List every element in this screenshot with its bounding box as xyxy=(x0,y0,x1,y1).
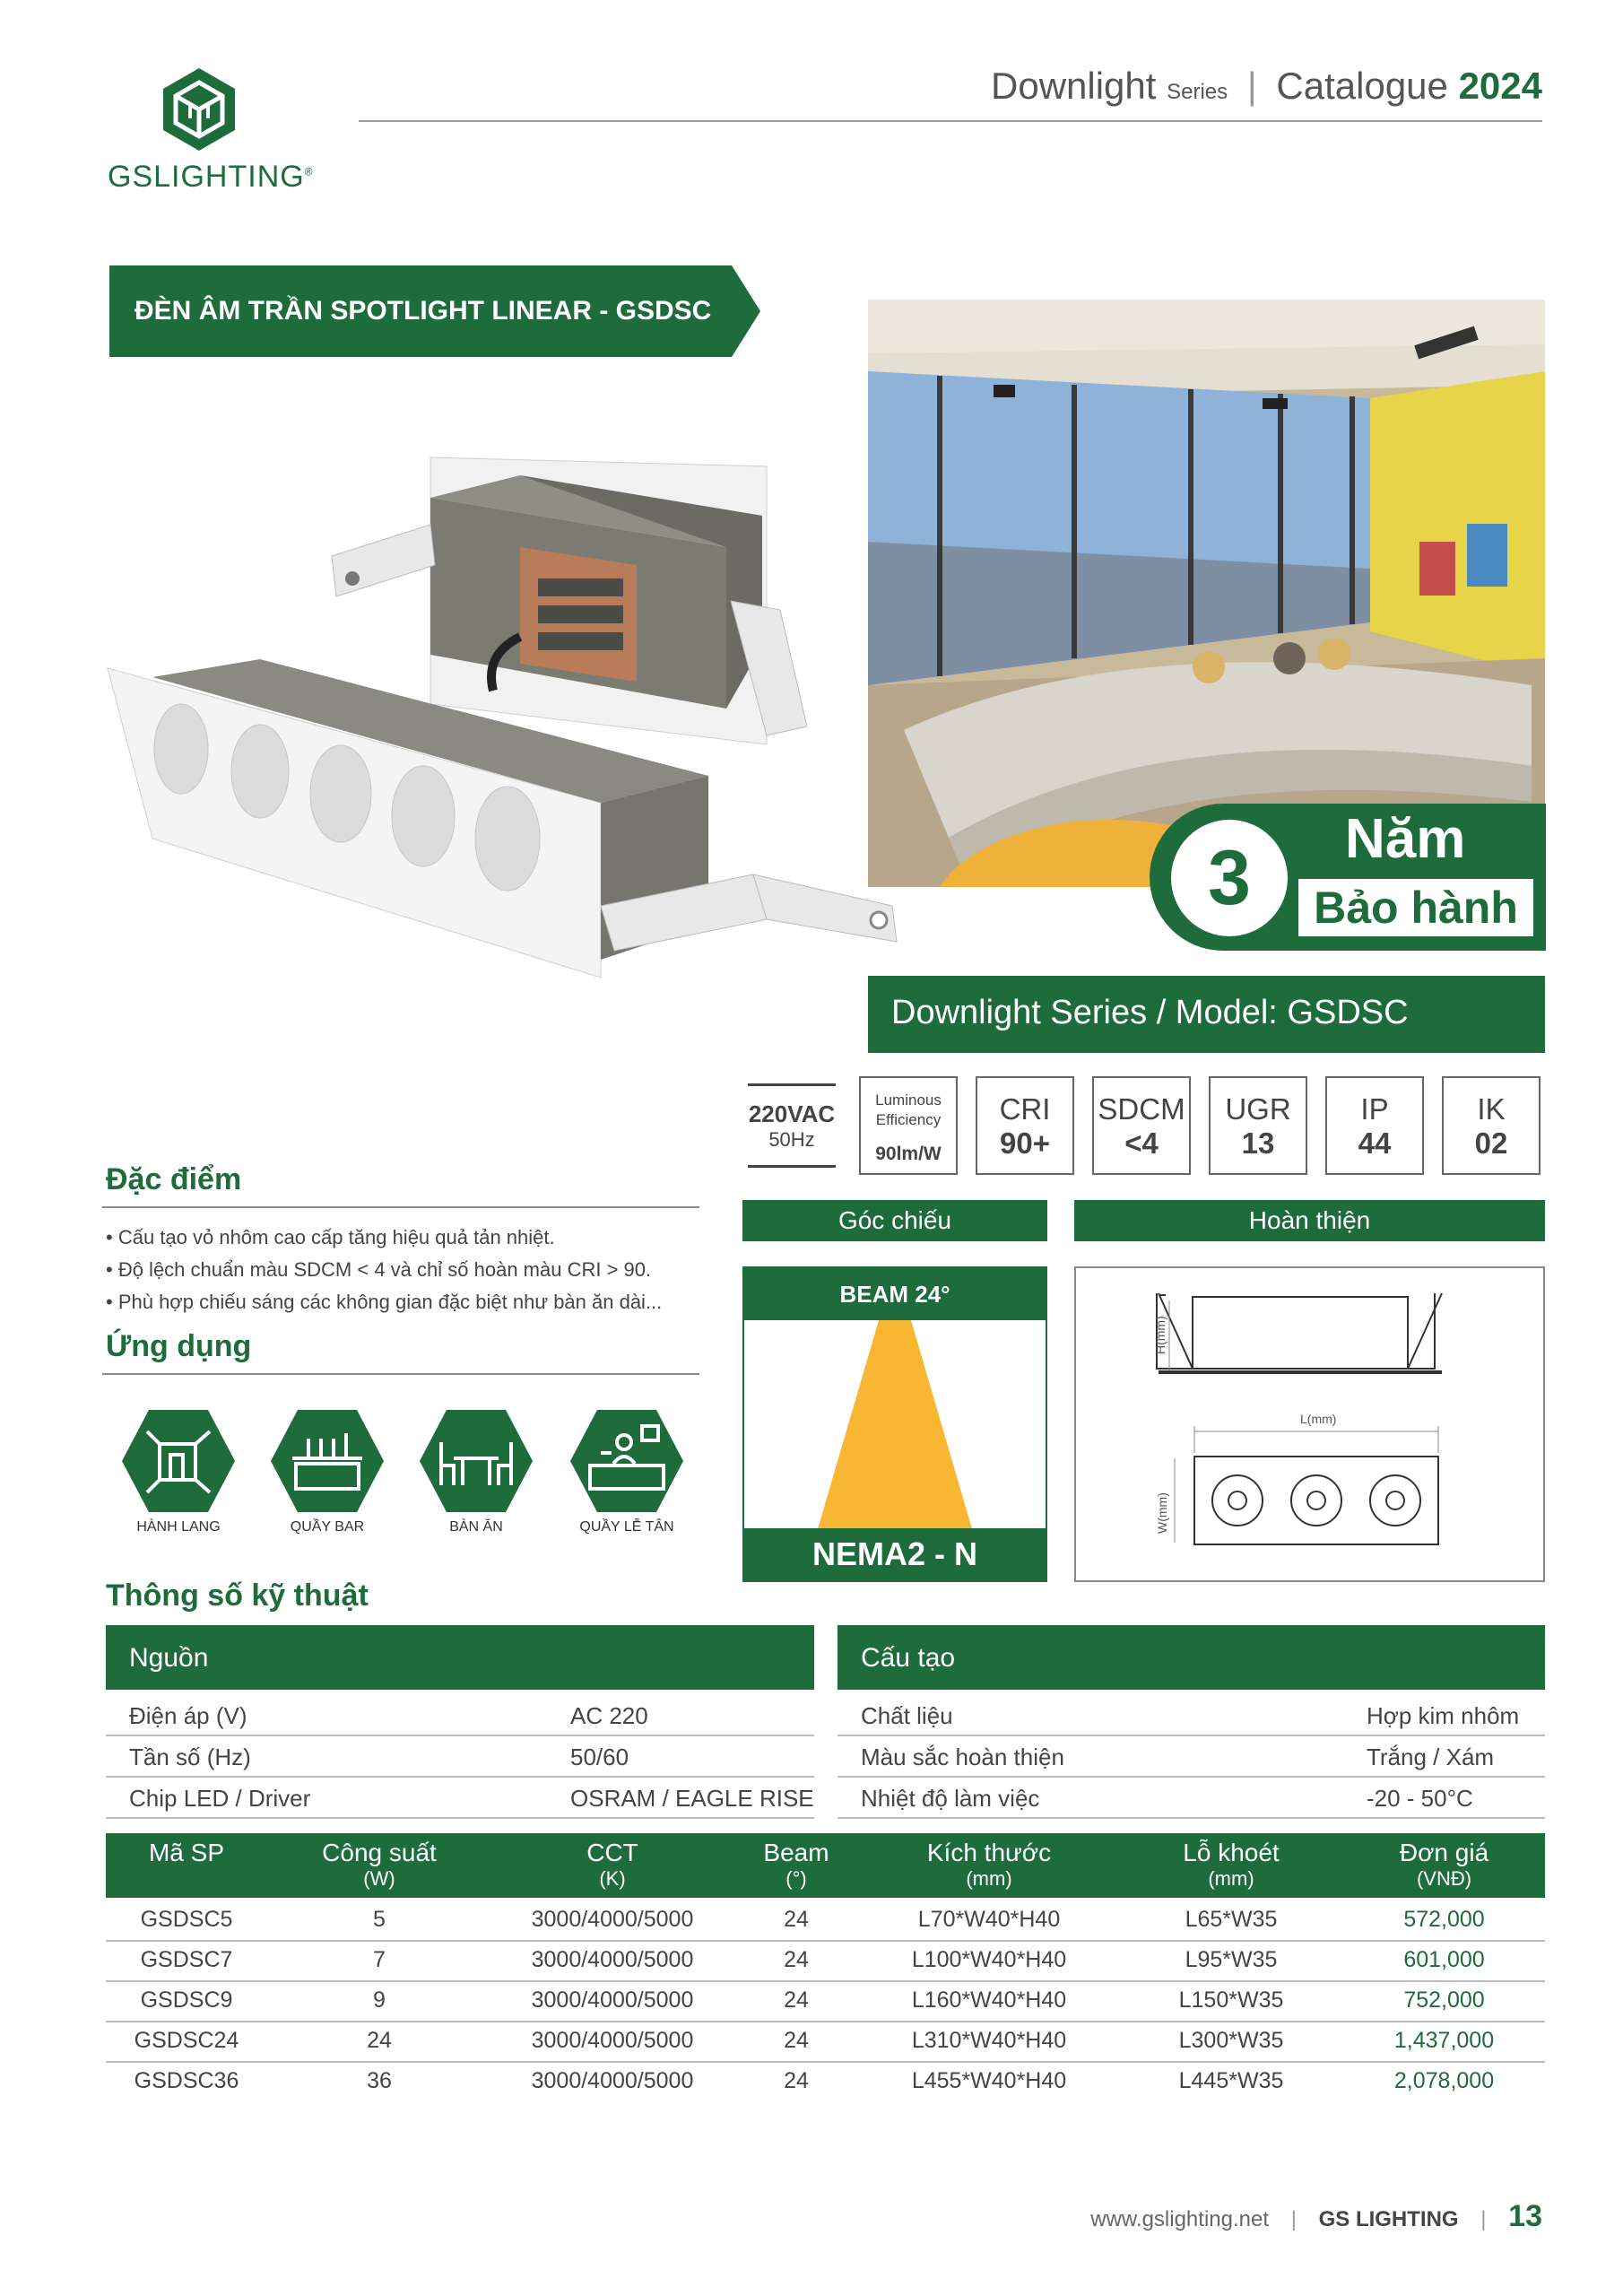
power-row xyxy=(106,1693,814,1736)
ugr-value: 13 xyxy=(1241,1126,1275,1160)
spec-sdcm xyxy=(1092,1076,1191,1175)
sdcm-label: SDCM xyxy=(1098,1092,1185,1126)
structure-row-value: Trắng / Xám xyxy=(1367,1744,1495,1770)
table-row xyxy=(106,1940,1545,1982)
structure-row-value: -20 - 50°C xyxy=(1367,1785,1473,1812)
cell-beam: 24 xyxy=(784,2028,809,2053)
cell-price: 752,000 xyxy=(1403,1987,1485,2013)
table-row xyxy=(106,1900,1545,1942)
tech-specs-heading: Thông số kỹ thuật xyxy=(106,1578,369,1613)
column-title: Mã SP xyxy=(148,1839,225,1866)
column-unit: (VNĐ) xyxy=(1416,1867,1472,1890)
power-row-value: 50/60 xyxy=(570,1744,629,1770)
cell-code: GSDSC5 xyxy=(140,1907,233,1932)
beam-cone-graphic xyxy=(744,1320,1046,1532)
corridor-icon xyxy=(120,1406,237,1516)
power-table xyxy=(106,1625,814,1831)
cell-beam: 24 xyxy=(784,1907,809,1932)
column-header-cct xyxy=(491,1833,733,1891)
column-unit: (K) xyxy=(599,1867,626,1890)
column-title: Kích thước xyxy=(926,1839,1052,1866)
structure-row xyxy=(838,1735,1545,1778)
applications-heading: Ứng dụng xyxy=(106,1329,252,1363)
beam-angle-label: BEAM 24° xyxy=(744,1268,1046,1320)
cell-beam: 24 xyxy=(784,1987,809,2013)
table-row xyxy=(106,1980,1545,2022)
column-header-code xyxy=(106,1833,267,1867)
power-row-key: Điện áp (V) xyxy=(129,1702,247,1729)
page-number: 13 xyxy=(1508,2199,1542,2233)
cell-cutout: L445*W35 xyxy=(1178,2068,1284,2093)
cell-power: 36 xyxy=(367,2068,392,2093)
cell-code: GSDSC36 xyxy=(134,2068,239,2093)
app-label-reception: QUẦY LỄ TÂN xyxy=(579,1519,674,1535)
finish-header: Hoàn thiện xyxy=(1074,1200,1545,1241)
dimension-drawing-panel xyxy=(1074,1266,1545,1582)
spec-cri xyxy=(976,1076,1074,1175)
feature-item: • Cấu tạo vỏ nhôm cao cấp tăng hiệu quả tản nhiệt. xyxy=(106,1226,555,1248)
cell-code: GSDSC9 xyxy=(140,1987,233,2013)
ik-value: 02 xyxy=(1474,1126,1508,1160)
structure-row-key: Chất liệu xyxy=(861,1702,953,1729)
footer-website-link[interactable]: www.gslighting.net xyxy=(1090,2207,1270,2231)
power-row-value: OSRAM / EAGLE RISE xyxy=(570,1785,814,1812)
structure-header-label: Cấu tạo xyxy=(861,1643,956,1673)
column-unit: (°) xyxy=(785,1867,807,1890)
app-label-bar: QUẦY BAR xyxy=(290,1519,365,1535)
cell-cutout: L65*W35 xyxy=(1185,1907,1278,1932)
cell-dimension: L70*W40*H40 xyxy=(917,1907,1061,1932)
features-rule xyxy=(102,1206,699,1208)
structure-row xyxy=(838,1693,1545,1736)
reception-desk-icon xyxy=(568,1406,685,1516)
table-row xyxy=(106,2021,1545,2063)
dim-width-label: W(mm) xyxy=(1155,1492,1169,1534)
cri-label: CRI xyxy=(999,1092,1051,1126)
spec-ik xyxy=(1442,1076,1541,1175)
beam-type-label: NEMA2 - N xyxy=(744,1528,1046,1580)
column-title: CCT xyxy=(586,1839,638,1866)
beam-angle-panel xyxy=(742,1266,1047,1582)
lum-value: 90lm/W xyxy=(875,1144,942,1164)
column-header-price xyxy=(1343,1833,1545,1891)
logo-text: GSLIGHTING xyxy=(108,160,305,194)
column-unit: (mm) xyxy=(1208,1867,1254,1890)
catalogue-label: Catalogue xyxy=(1276,65,1448,107)
logo-cube-icon xyxy=(99,63,314,161)
cell-power: 9 xyxy=(373,1987,386,2013)
voltage-value: 220VAC xyxy=(748,1100,836,1127)
cell-cct: 3000/4000/5000 xyxy=(531,1947,694,1972)
cell-dimension: L100*W40*H40 xyxy=(911,1947,1067,1972)
cell-dimension: L310*W40*H40 xyxy=(911,2028,1067,2053)
catalogue-year: 2024 xyxy=(1458,65,1542,107)
table-row xyxy=(106,2061,1545,2101)
power-header-label: Nguồn xyxy=(129,1643,209,1673)
column-title: Công suất xyxy=(322,1839,437,1866)
column-title: Lỗ khoét xyxy=(1183,1839,1280,1866)
cell-dimension: L160*W40*H40 xyxy=(911,1987,1067,2013)
ip-value: 44 xyxy=(1358,1126,1392,1160)
cell-cutout: L95*W35 xyxy=(1185,1947,1278,1972)
warranty-number: 3 xyxy=(1166,814,1293,942)
power-table-header xyxy=(106,1625,814,1690)
catalogue-header xyxy=(991,65,1542,108)
cell-beam: 24 xyxy=(784,2068,809,2093)
cell-cutout: L300*W35 xyxy=(1178,2028,1284,2053)
product-table-header xyxy=(106,1833,1545,1898)
cell-cct: 3000/4000/5000 xyxy=(531,2068,694,2093)
spec-ugr xyxy=(1209,1076,1307,1175)
cell-code: GSDSC7 xyxy=(140,1947,233,1972)
cell-power: 7 xyxy=(373,1947,386,1972)
header-divider xyxy=(359,120,1542,122)
column-header-beam xyxy=(733,1833,859,1891)
power-row xyxy=(106,1735,814,1778)
bar-counter-icon xyxy=(269,1406,386,1516)
product-title: ĐÈN ÂM TRẦN SPOTLIGHT LINEAR - GSDSC xyxy=(135,296,712,326)
feature-item: • Độ lệch chuẩn màu SDCM < 4 và chỉ số hoàn màu CRI > 90. xyxy=(106,1258,652,1281)
warranty-year-label: Năm xyxy=(1345,808,1466,870)
structure-row-key: Nhiệt độ làm việc xyxy=(861,1785,1040,1812)
structure-row-value: Hợp kim nhôm xyxy=(1367,1702,1520,1729)
ik-label: IK xyxy=(1477,1092,1506,1126)
cell-power: 5 xyxy=(373,1907,386,1932)
cell-price: 572,000 xyxy=(1403,1907,1485,1932)
dim-height-label: H(mm) xyxy=(1153,1316,1167,1354)
logo-registered-mark: ® xyxy=(304,165,314,178)
app-label-corridor: HÀNH LANG xyxy=(136,1519,221,1535)
column-header-dimension xyxy=(859,1833,1119,1891)
spec-ip xyxy=(1325,1076,1424,1175)
page-footer xyxy=(1090,2199,1542,2234)
power-row-key: Tần số (Hz) xyxy=(129,1744,251,1770)
features-list xyxy=(106,1222,698,1318)
structure-row xyxy=(838,1776,1545,1819)
room-photo xyxy=(868,300,1545,887)
warranty-label: Bảo hành xyxy=(1298,879,1533,936)
ip-label: IP xyxy=(1360,1092,1389,1126)
model-label: Downlight Series / Model: GSDSC xyxy=(891,994,1409,1031)
structure-row-key: Màu sắc hoàn thiện xyxy=(861,1744,1064,1770)
cell-code: GSDSC24 xyxy=(134,2028,239,2053)
spec-luminous-efficiency xyxy=(859,1076,958,1175)
product-title-banner xyxy=(109,265,760,357)
series-small: Series xyxy=(1167,80,1228,104)
power-row-value: AC 220 xyxy=(570,1702,648,1729)
footer-brand: GS LIGHTING xyxy=(1318,2207,1459,2231)
cell-beam: 24 xyxy=(784,1947,809,1972)
sdcm-value: <4 xyxy=(1124,1126,1159,1160)
cell-cct: 3000/4000/5000 xyxy=(531,1987,694,2013)
power-row xyxy=(106,1776,814,1819)
cell-power: 24 xyxy=(367,2028,392,2053)
applications-rule xyxy=(102,1373,699,1375)
cell-price: 2,078,000 xyxy=(1393,2068,1495,2093)
power-row-key: Chip LED / Driver xyxy=(129,1785,311,1812)
beam-angle-header: Góc chiếu xyxy=(742,1200,1047,1241)
column-title: Beam xyxy=(763,1839,829,1866)
lum-label: Luminous Efficiency xyxy=(875,1091,942,1128)
series-name: Downlight xyxy=(991,65,1157,107)
brand-logo xyxy=(99,63,314,197)
column-unit: (W) xyxy=(363,1867,395,1890)
cell-cct: 3000/4000/5000 xyxy=(531,2028,694,2053)
dining-table-icon xyxy=(418,1406,534,1516)
cri-value: 90+ xyxy=(1000,1126,1050,1160)
warranty-badge xyxy=(1150,804,1546,951)
dim-length-label: L(mm) xyxy=(1300,1412,1337,1426)
footer-separator: | xyxy=(1480,2207,1487,2231)
structure-table xyxy=(838,1625,1545,1831)
ugr-label: UGR xyxy=(1225,1092,1291,1126)
column-header-cutout xyxy=(1119,1833,1343,1891)
app-label-dining: BÀN ĂN xyxy=(449,1519,503,1535)
spec-voltage xyxy=(742,1076,841,1175)
cell-price: 601,000 xyxy=(1403,1947,1485,1972)
frequency-value: 50Hz xyxy=(768,1128,815,1151)
column-title: Đơn giá xyxy=(1399,1839,1489,1866)
footer-separator: | xyxy=(1290,2207,1297,2231)
feature-item: • Phù hợp chiếu sáng các không gian đặc biệt như bàn ăn dài... xyxy=(106,1291,663,1313)
cell-dimension: L455*W40*H40 xyxy=(911,2068,1067,2093)
cell-cct: 3000/4000/5000 xyxy=(531,1907,694,1932)
product-image xyxy=(99,422,906,996)
column-header-power xyxy=(267,1833,491,1891)
cell-price: 1,437,000 xyxy=(1393,2028,1495,2053)
column-unit: (mm) xyxy=(966,1867,1012,1890)
structure-table-header xyxy=(838,1625,1545,1690)
model-bar xyxy=(868,976,1545,1053)
header-separator: | xyxy=(1246,65,1257,107)
cell-cutout: L150*W35 xyxy=(1178,1987,1284,2013)
features-heading: Đặc điểm xyxy=(106,1162,242,1196)
